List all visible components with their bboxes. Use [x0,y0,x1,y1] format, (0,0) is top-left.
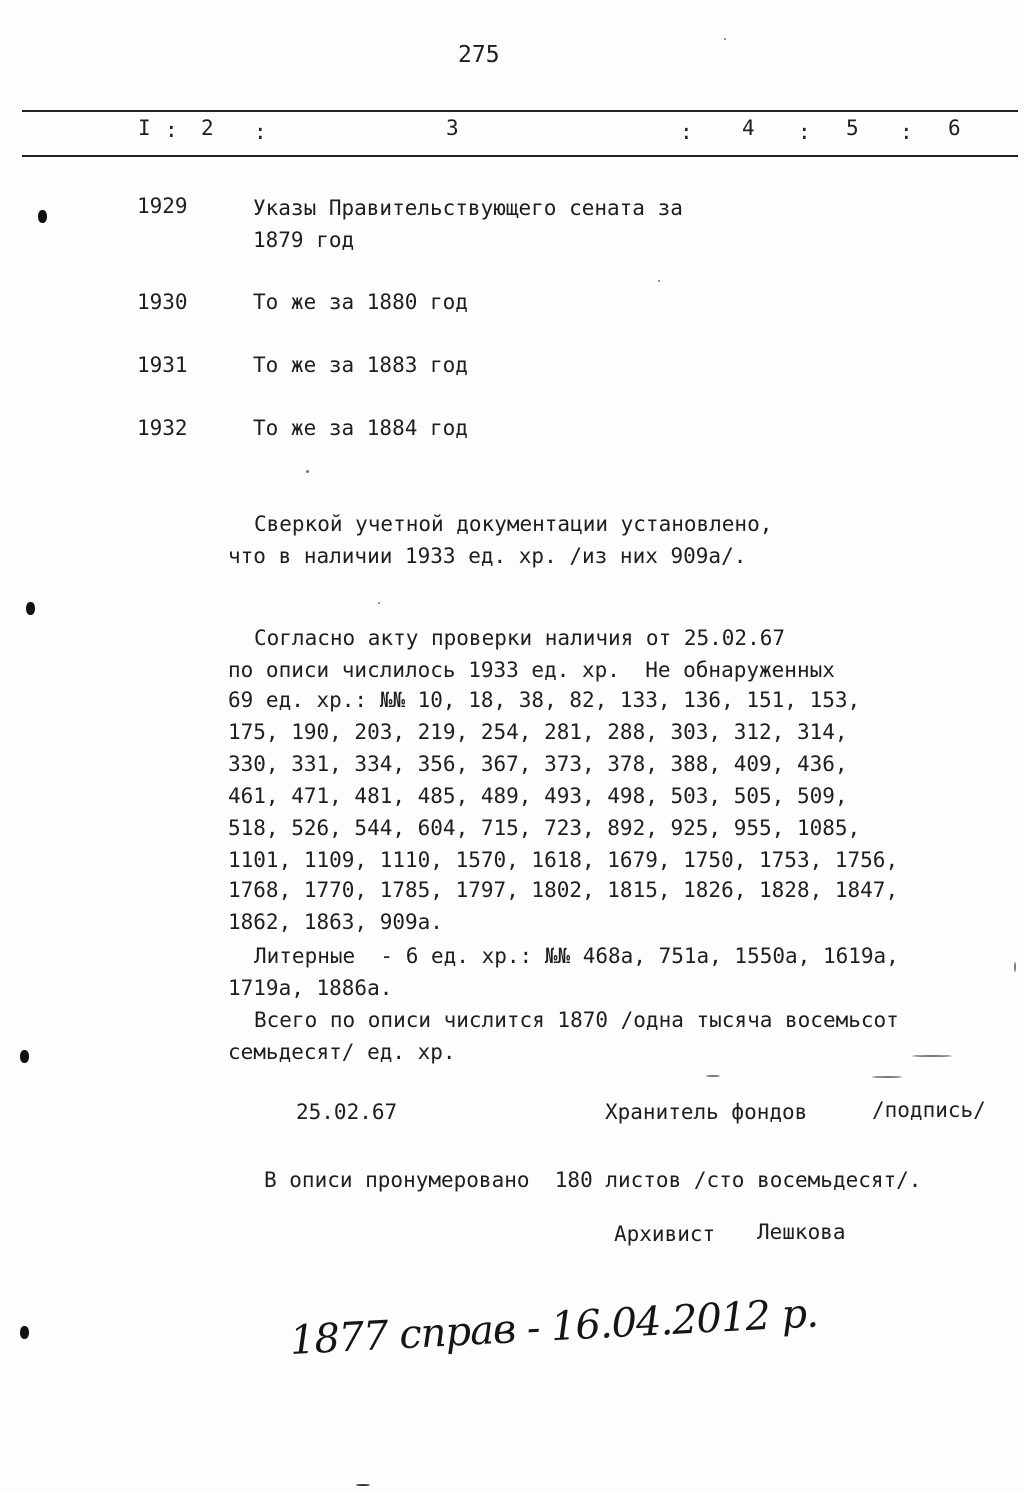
text-line: Согласно акту проверки наличия от 25.02.67 [254,626,786,650]
entry-title: То же за 1883 год [253,353,468,377]
scan-speck [356,1484,370,1486]
missing-items-line: 1768, 1770, 1785, 1797, 1802, 1815, 1826, 1828, 1847, [228,878,899,902]
text-line: Литерные - 6 ед. хр.: №№ 468а, 751а, 1550а, 1619а, [254,944,899,968]
entry-title: То же за 1884 год [253,416,468,440]
column-1-header: I [138,116,151,140]
punch-hole [20,1050,29,1063]
column-3-header: 3 [446,116,459,140]
header-rule-bottom [22,155,1018,157]
column-5-header: 5 [846,116,859,140]
missing-items-line: 330, 331, 334, 356, 367, 373, 378, 388, 409, 436, [228,752,848,776]
entry-number: 1930 [137,290,188,314]
text-line: Всего по описи числится 1870 /одна тысяча восемьсот [254,1008,899,1032]
scan-speck [1014,962,1016,972]
custodian-title: Хранитель фондов [605,1100,808,1124]
punch-hole [38,210,47,223]
scan-speck [706,1075,720,1077]
text-line: по описи числилось 1933 ед. хр. Не обнаруженных [228,658,835,682]
column-separator: : [798,120,811,144]
act-date: 25.02.67 [296,1100,398,1124]
text-line: что в наличии 1933 ед. хр. /из них 909а/. [228,544,747,568]
missing-items-line: 518, 526, 544, 604, 715, 723, 892, 925, 955, 1085, [228,816,861,840]
entry-title: То же за 1880 год [253,290,468,314]
punch-hole [26,602,35,615]
page-number: 275 [458,42,500,68]
missing-items-line: 461, 471, 481, 485, 489, 493, 498, 503, 505, 509, [228,784,848,808]
punch-hole [20,1326,29,1339]
text-line: 1719а, 1886а. [228,976,393,1000]
scan-speck [378,602,380,604]
header-rule-top [22,110,1018,112]
sheet-count: В описи пронумеровано 180 листов /сто восемьдесят/. [264,1168,922,1192]
entry-number: 1929 [137,194,188,218]
column-separator: : [900,120,913,144]
missing-items-line: 69 ед. хр.: №№ 10, 18, 38, 82, 133, 136, 151, 153, [228,688,861,712]
text-line: семьдесят/ ед. хр. [228,1040,456,1064]
column-6-header: 6 [948,116,961,140]
scan-speck [658,280,660,282]
missing-items-line: 1101, 1109, 1110, 1570, 1618, 1679, 1750, 1753, 1756, [228,848,899,872]
missing-items-line: 175, 190, 203, 219, 254, 281, 288, 303, 312, 314, [228,720,848,744]
scan-speck [912,1055,952,1057]
missing-items-line: 1862, 1863, 909а. [228,910,443,934]
column-4-header: 4 [742,116,755,140]
column-separator: : [254,120,267,144]
scan-speck [872,1076,902,1078]
entry-number: 1932 [137,416,188,440]
entry-title: 1879 год [253,228,355,252]
archivist-title: Архивист [614,1222,716,1246]
entry-title: Указы Правительствующего сената за [253,196,683,220]
column-2-header: 2 [201,116,214,140]
entry-number: 1931 [137,353,188,377]
text-line: Сверкой учетной документации установлено, [254,512,773,536]
column-separator: : [680,120,693,144]
column-separator: : [165,118,178,142]
handwritten-note: 1877 справ - 16.04.2012 р. [288,1290,819,1364]
scan-speck [724,38,726,40]
scan-speck [306,470,309,473]
signature-mark: /подпись/ [872,1098,986,1122]
archivist-name: Лешкова [757,1220,846,1244]
